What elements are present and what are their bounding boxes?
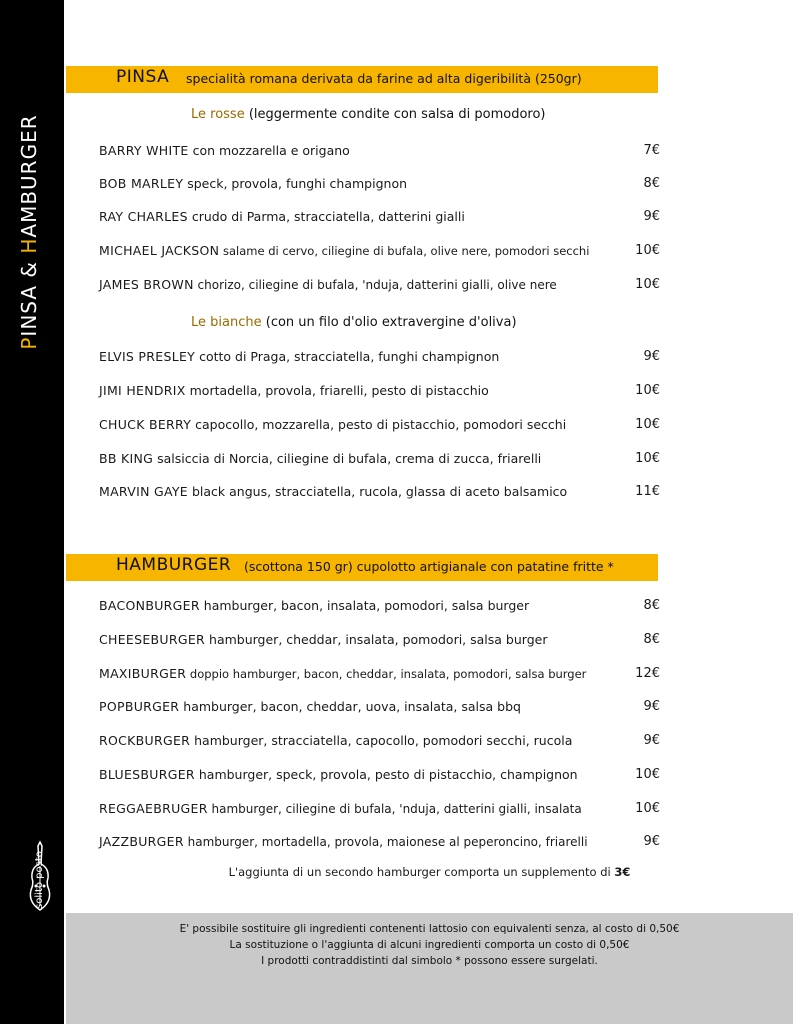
rosse-label: Le rosse <box>191 107 245 122</box>
menu-item <box>99 665 663 683</box>
item-name: MARVIN GAYE <box>99 484 188 499</box>
menu-item <box>99 833 663 851</box>
item-price: 9€ <box>643 209 660 224</box>
item-price: 7€ <box>643 143 660 158</box>
item-name: JIMI HENDRIX <box>99 383 186 398</box>
menu-item <box>99 142 663 160</box>
menu-item <box>99 276 663 294</box>
item-price: 10€ <box>635 451 660 466</box>
item-name: MAXIBURGER <box>99 666 187 681</box>
title-part-1: INSA & <box>17 253 41 337</box>
menu-item <box>99 416 663 434</box>
item-desc: mortadella, provola, friarelli, pesto di pistacchio <box>185 383 489 398</box>
item-desc: salsiccia di Norcia, ciliegine di bufala, crema di zucca, friarelli <box>153 451 542 466</box>
item-price: 8€ <box>643 598 660 613</box>
pinsa-banner <box>66 66 658 93</box>
bianche-note: (con un filo d'olio extravergine d'oliva) <box>261 315 517 330</box>
item-desc: hamburger, mortadella, provola, maionese al peperoncino, friarelli <box>183 835 588 849</box>
item-price: 10€ <box>635 243 660 258</box>
rosse-note: (leggermente condite con salsa di pomodoro) <box>244 107 546 122</box>
item-desc: hamburger, stracciatella, capocollo, pomodori secchi, rucola <box>190 733 573 748</box>
item-desc: hamburger, ciliegine di bufala, 'nduja, datterini gialli, insalata <box>207 802 582 816</box>
title-part-2: AMBURGER <box>17 114 41 238</box>
item-name: CHEESEBURGER <box>99 632 206 647</box>
item-price: 11€ <box>635 484 660 499</box>
item-name: ROCKBURGER <box>99 733 191 748</box>
item-name: CHUCK BERRY <box>99 417 192 432</box>
item-desc: hamburger, bacon, insalata, pomodori, salsa burger <box>199 598 530 613</box>
item-price: 9€ <box>643 733 660 748</box>
menu-item <box>99 766 663 784</box>
menu-item <box>99 382 663 400</box>
item-desc: crudo di Parma, stracciatella, datterini gialli <box>187 209 465 224</box>
item-desc: doppio hamburger, bacon, cheddar, insalata, pomodori, salsa burger <box>186 667 587 681</box>
pinsa-subtitle: specialità romana derivata da farine ad alta digeribilità (250gr) <box>186 71 582 86</box>
menu-item <box>99 450 663 468</box>
footer-line-substitution: La sostituzione o l'aggiunta di alcuni ingredienti comporta un costo di 0,50€ <box>229 939 630 951</box>
item-name: POPBURGER <box>99 699 180 714</box>
item-price: 10€ <box>635 277 660 292</box>
item-name: MICHAEL JACKSON <box>99 243 220 258</box>
menu-item <box>99 348 663 366</box>
supplement-text: L'aggiunta di un secondo hamburger comporta un supplemento di <box>228 865 615 879</box>
footer-line-frozen: I prodotti contraddistinti dal simbolo * possono essere surgelati. <box>261 955 598 967</box>
title-initial-h: H <box>17 237 41 254</box>
item-price: 10€ <box>635 383 660 398</box>
supplement-price: 3€ <box>614 865 631 879</box>
menu-item <box>99 698 663 716</box>
sidebar <box>0 0 64 1024</box>
menu-item <box>99 597 663 615</box>
item-name: BB KING <box>99 451 154 466</box>
supplement-note <box>66 865 793 879</box>
item-name: RAY CHARLES <box>99 209 188 224</box>
menu-item <box>99 800 663 818</box>
footer-line-lactose: E' possibile sostituire gli ingredienti contenenti lattosio con equivalenti senza, al costo di 0,50€ <box>179 923 680 935</box>
title-initial-p: P <box>17 336 41 350</box>
item-price: 8€ <box>643 176 660 191</box>
item-name: JAMES BROWN <box>99 277 194 292</box>
item-name: BACONBURGER <box>99 598 200 613</box>
item-price: 12€ <box>635 666 660 681</box>
item-desc: cotto di Praga, stracciatella, funghi champignon <box>195 349 500 364</box>
pinsa-title: PINSA <box>116 67 170 87</box>
item-desc: con mozzarella e origano <box>188 143 350 158</box>
bianche-label: Le bianche <box>191 315 262 330</box>
menu-item <box>99 208 663 226</box>
item-desc: hamburger, cheddar, insalata, pomodori, salsa burger <box>205 632 548 647</box>
bianche-heading <box>191 315 517 330</box>
item-price: 8€ <box>643 632 660 647</box>
menu-item <box>99 732 663 750</box>
menu-item <box>99 242 663 260</box>
item-price: 10€ <box>635 417 660 432</box>
item-name: BARRY WHITE <box>99 143 189 158</box>
logo-text: solito posto <box>34 851 45 909</box>
footer-notes <box>66 913 793 1024</box>
item-price: 10€ <box>635 767 660 782</box>
item-price: 9€ <box>643 349 660 364</box>
hamburger-title: HAMBURGER <box>116 555 232 575</box>
item-name: REGGAEBRUGER <box>99 801 208 816</box>
menu-item <box>99 175 663 193</box>
item-desc: chorizo, ciliegine di bufala, 'nduja, datterini gialli, olive nere <box>193 278 557 292</box>
rosse-heading <box>191 107 546 122</box>
item-name: ELVIS PRESLEY <box>99 349 196 364</box>
hamburger-banner <box>66 554 658 581</box>
item-price: 9€ <box>643 699 660 714</box>
hamburger-subtitle: (scottona 150 gr) cupolotto artigianale con patatine fritte * <box>244 559 614 574</box>
item-desc: capocollo, mozzarella, pesto di pistacchio, pomodori secchi <box>191 417 567 432</box>
item-name: JAZZBURGER <box>99 834 184 849</box>
item-price: 9€ <box>643 834 660 849</box>
sidebar-title <box>16 92 42 372</box>
item-desc: salame di cervo, ciliegine di bufala, olive nere, pomodori secchi <box>219 244 590 258</box>
item-desc: black angus, stracciatella, rucola, glassa di aceto balsamico <box>188 484 568 499</box>
menu-item <box>99 483 663 501</box>
item-desc: hamburger, bacon, cheddar, uova, insalata, salsa bbq <box>179 699 521 714</box>
item-desc: speck, provola, funghi champignon <box>183 176 408 191</box>
menu-item <box>99 631 663 649</box>
item-desc: hamburger, speck, provola, pesto di pistacchio, champignon <box>194 767 578 782</box>
item-name: BOB MARLEY <box>99 176 184 191</box>
item-price: 10€ <box>635 801 660 816</box>
item-name: BLUESBURGER <box>99 767 195 782</box>
